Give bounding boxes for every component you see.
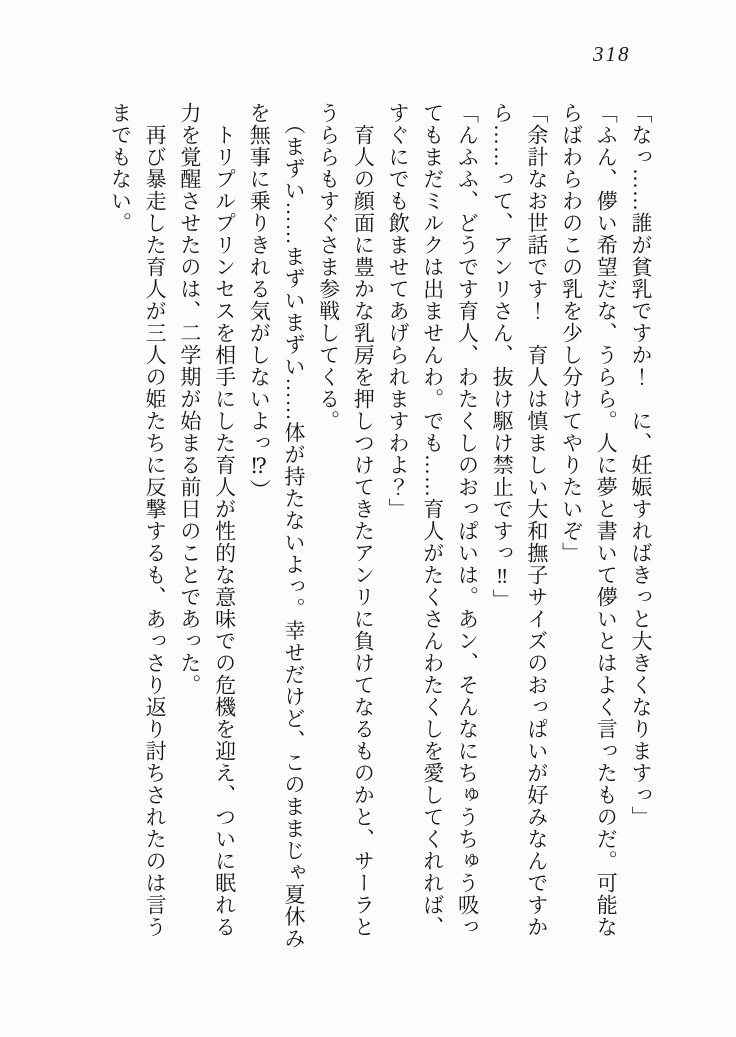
text-line: 「んふふ、どうです育人、わたくしのおっぱいは。あン、そんなにちゅうちゅう吸っ [455, 102, 480, 938]
text-line: 育人の顔面に豊かな乳房を押しつけてきたアンリに負けてなるものかと、サーラと [351, 102, 376, 938]
text-line: トリプルプリンセスを相手にした育人が性的な意味での危機を迎え、ついに眠れる [212, 102, 237, 938]
text-line: 力を覚醒させたのは、二学期が始まる前日のことであった。 [177, 102, 202, 696]
text-line: ら……って、アンリさん、抜け駆け禁止ですっ‼」 [490, 102, 515, 611]
text-line: うららもすぐさま参戦してくる。 [316, 102, 341, 432]
text-line: （まずい……まずいまずい……体が持たないよっ。幸せだけど、このままじゃ夏休み [281, 102, 306, 950]
text-line: までもない。 [108, 102, 133, 234]
text-line: らばわらわのこの乳を少し分けてやりたいぞ」 [559, 102, 584, 564]
text-line: 再び暴走した育人が三人の姫たちに反撃するも、あっさり返り討ちされたのは言う [143, 102, 168, 938]
text-line: てもまだミルクは出ませんわ。でも……育人がたくさんわたくしを愛してくれれば、 [420, 102, 445, 938]
page-number: 318 [593, 42, 631, 66]
text-line: 「余計なお世話です！ 育人は慎ましい大和撫子サイズのおっぱいが好みなんですか [524, 102, 549, 938]
vertical-text-block [103, 102, 658, 950]
text-line: 「ふん、儚い希望だな、うらら。人に夢と書いて儚いとはよく言ったものだ。可能な [594, 102, 619, 938]
text-line: すぐにでも飲ませてあげられますわよ？」 [386, 102, 411, 520]
text-line: 「なっ……誰が貧乳ですか！ に、妊娠すればきっと大きくなりますっ」 [629, 102, 653, 828]
text-line: を無事に乗りきれる気がしないよっ⁉） [247, 102, 272, 501]
